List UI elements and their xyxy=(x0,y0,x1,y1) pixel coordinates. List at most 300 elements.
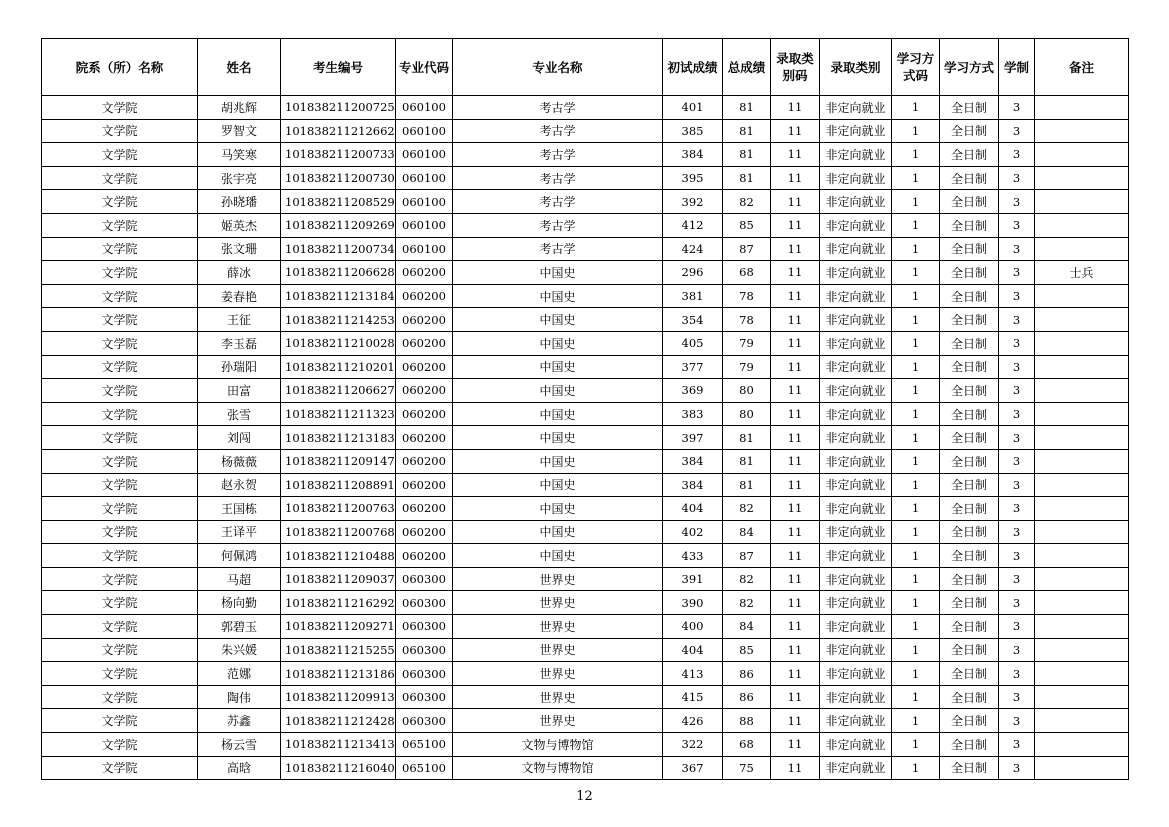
duration-cell: 3 xyxy=(999,119,1035,143)
department-cell: 文学院 xyxy=(42,119,198,143)
major-name-cell: 文物与博物馆 xyxy=(453,756,663,780)
major-code-cell: 060300 xyxy=(396,567,453,591)
name-cell: 杨薇薇 xyxy=(198,449,281,473)
study-mode-cell: 全日制 xyxy=(940,638,999,662)
table-row xyxy=(42,379,1129,403)
admission-type-code-cell: 11 xyxy=(771,449,820,473)
initial-score-cell: 296 xyxy=(663,261,723,285)
total-score-cell: 81 xyxy=(723,143,771,167)
duration-cell: 3 xyxy=(999,709,1035,733)
study-mode-code-cell: 1 xyxy=(892,261,940,285)
major-name-cell: 世界史 xyxy=(453,685,663,709)
study-mode-cell: 全日制 xyxy=(940,709,999,733)
initial-score-cell: 383 xyxy=(663,402,723,426)
duration-cell: 3 xyxy=(999,308,1035,332)
duration-cell: 3 xyxy=(999,96,1035,120)
admission-type-cell: 非定向就业 xyxy=(820,544,892,568)
table-row xyxy=(42,402,1129,426)
admission-type-cell: 非定向就业 xyxy=(820,213,892,237)
study-mode-code-cell: 1 xyxy=(892,331,940,355)
remarks-cell xyxy=(1035,591,1129,615)
table-row xyxy=(42,237,1129,261)
duration-cell: 3 xyxy=(999,615,1035,639)
name-cell: 胡兆辉 xyxy=(198,96,281,120)
candidate-id-cell: 101838211208891 xyxy=(281,473,396,497)
major-name-cell: 中国史 xyxy=(453,449,663,473)
admission-type-code-cell: 11 xyxy=(771,119,820,143)
duration-cell: 3 xyxy=(999,190,1035,214)
table-body xyxy=(42,96,1129,780)
major-name-cell: 考古学 xyxy=(453,166,663,190)
department-cell: 文学院 xyxy=(42,567,198,591)
major-code-cell: 060300 xyxy=(396,638,453,662)
name-cell: 刘闯 xyxy=(198,426,281,450)
initial-score-cell: 395 xyxy=(663,166,723,190)
study-mode-cell: 全日制 xyxy=(940,473,999,497)
major-code-cell: 060200 xyxy=(396,544,453,568)
duration-cell: 3 xyxy=(999,355,1035,379)
duration-cell: 3 xyxy=(999,331,1035,355)
study-mode-code-cell: 1 xyxy=(892,143,940,167)
candidate-id-cell: 101838211200734 xyxy=(281,237,396,261)
admission-type-code-cell: 11 xyxy=(771,379,820,403)
major-name-cell: 世界史 xyxy=(453,591,663,615)
admission-type-code-cell: 11 xyxy=(771,591,820,615)
major-code-cell: 060200 xyxy=(396,308,453,332)
candidate-id-cell: 101838211213186 xyxy=(281,662,396,686)
study-mode-cell: 全日制 xyxy=(940,96,999,120)
study-mode-code-cell: 1 xyxy=(892,520,940,544)
admission-type-cell: 非定向就业 xyxy=(820,473,892,497)
admission-type-code-cell: 11 xyxy=(771,143,820,167)
major-name-cell: 考古学 xyxy=(453,143,663,167)
name-cell: 何佩鸿 xyxy=(198,544,281,568)
admission-type-code-cell: 11 xyxy=(771,237,820,261)
duration-cell: 3 xyxy=(999,567,1035,591)
name-cell: 杨向勤 xyxy=(198,591,281,615)
admission-type-cell: 非定向就业 xyxy=(820,284,892,308)
admission-type-cell: 非定向就业 xyxy=(820,96,892,120)
table-row xyxy=(42,544,1129,568)
total-score-cell: 68 xyxy=(723,733,771,757)
admission-type-code-cell: 11 xyxy=(771,473,820,497)
total-score-cell: 80 xyxy=(723,402,771,426)
admission-type-cell: 非定向就业 xyxy=(820,733,892,757)
major-name-cell: 中国史 xyxy=(453,308,663,332)
candidate-id-cell: 101838211210488 xyxy=(281,544,396,568)
study-mode-code-cell: 1 xyxy=(892,662,940,686)
study-mode-code-cell: 1 xyxy=(892,497,940,521)
major-name-cell: 考古学 xyxy=(453,96,663,120)
remarks-cell xyxy=(1035,331,1129,355)
candidate-id-cell: 101838211200725 xyxy=(281,96,396,120)
major-code-cell: 060200 xyxy=(396,426,453,450)
table-row xyxy=(42,449,1129,473)
admission-type-cell: 非定向就业 xyxy=(820,166,892,190)
major-name-cell: 考古学 xyxy=(453,213,663,237)
admission-type-code-cell: 11 xyxy=(771,355,820,379)
name-cell: 苏鑫 xyxy=(198,709,281,733)
duration-cell: 3 xyxy=(999,284,1035,308)
initial-score-cell: 384 xyxy=(663,449,723,473)
duration-cell: 3 xyxy=(999,426,1035,450)
admission-type-cell: 非定向就业 xyxy=(820,709,892,733)
initial-score-cell: 384 xyxy=(663,473,723,497)
study-mode-cell: 全日制 xyxy=(940,143,999,167)
candidate-id-cell: 101838211213184 xyxy=(281,284,396,308)
remarks-cell xyxy=(1035,567,1129,591)
study-mode-cell: 全日制 xyxy=(940,119,999,143)
study-mode-code-cell: 1 xyxy=(892,119,940,143)
department-cell: 文学院 xyxy=(42,449,198,473)
admission-type-code-cell: 11 xyxy=(771,756,820,780)
name-cell: 姬英杰 xyxy=(198,213,281,237)
total-score-cell: 68 xyxy=(723,261,771,285)
table-header xyxy=(42,39,1129,96)
table-row xyxy=(42,308,1129,332)
major-code-cell: 065100 xyxy=(396,756,453,780)
initial-score-cell: 400 xyxy=(663,615,723,639)
department-cell: 文学院 xyxy=(42,308,198,332)
name-cell: 姜春艳 xyxy=(198,284,281,308)
duration-cell: 3 xyxy=(999,237,1035,261)
major-name-cell: 考古学 xyxy=(453,237,663,261)
department-cell: 文学院 xyxy=(42,166,198,190)
study-mode-code-cell: 1 xyxy=(892,96,940,120)
department-cell: 文学院 xyxy=(42,355,198,379)
name-cell: 罗智文 xyxy=(198,119,281,143)
remarks-cell xyxy=(1035,662,1129,686)
total-score-cell: 87 xyxy=(723,237,771,261)
study-mode-code-cell: 1 xyxy=(892,756,940,780)
total-score-cell: 86 xyxy=(723,685,771,709)
header-admission-type: 录取类别 xyxy=(820,39,892,96)
initial-score-cell: 367 xyxy=(663,756,723,780)
initial-score-cell: 404 xyxy=(663,497,723,521)
major-code-cell: 060300 xyxy=(396,685,453,709)
duration-cell: 3 xyxy=(999,733,1035,757)
remarks-cell xyxy=(1035,143,1129,167)
study-mode-cell: 全日制 xyxy=(940,544,999,568)
admission-type-cell: 非定向就业 xyxy=(820,662,892,686)
study-mode-cell: 全日制 xyxy=(940,520,999,544)
total-score-cell: 88 xyxy=(723,709,771,733)
study-mode-code-cell: 1 xyxy=(892,166,940,190)
major-code-cell: 060200 xyxy=(396,379,453,403)
name-cell: 王国栋 xyxy=(198,497,281,521)
total-score-cell: 87 xyxy=(723,544,771,568)
study-mode-cell: 全日制 xyxy=(940,733,999,757)
remarks-cell xyxy=(1035,544,1129,568)
initial-score-cell: 391 xyxy=(663,567,723,591)
name-cell: 孙晓璠 xyxy=(198,190,281,214)
duration-cell: 3 xyxy=(999,756,1035,780)
admission-type-cell: 非定向就业 xyxy=(820,685,892,709)
major-name-cell: 世界史 xyxy=(453,638,663,662)
initial-score-cell: 412 xyxy=(663,213,723,237)
admission-type-code-cell: 11 xyxy=(771,662,820,686)
initial-score-cell: 404 xyxy=(663,638,723,662)
table-row xyxy=(42,685,1129,709)
admission-type-cell: 非定向就业 xyxy=(820,615,892,639)
name-cell: 马笑寒 xyxy=(198,143,281,167)
candidate-id-cell: 101838211209037 xyxy=(281,567,396,591)
candidate-id-cell: 101838211206628 xyxy=(281,261,396,285)
major-name-cell: 文物与博物馆 xyxy=(453,733,663,757)
duration-cell: 3 xyxy=(999,520,1035,544)
major-name-cell: 考古学 xyxy=(453,119,663,143)
major-code-cell: 060200 xyxy=(396,497,453,521)
total-score-cell: 80 xyxy=(723,379,771,403)
initial-score-cell: 413 xyxy=(663,662,723,686)
total-score-cell: 82 xyxy=(723,497,771,521)
admission-type-cell: 非定向就业 xyxy=(820,143,892,167)
study-mode-code-cell: 1 xyxy=(892,709,940,733)
major-name-cell: 世界史 xyxy=(453,615,663,639)
admission-type-cell: 非定向就业 xyxy=(820,449,892,473)
candidate-id-cell: 101838211212662 xyxy=(281,119,396,143)
total-score-cell: 81 xyxy=(723,473,771,497)
name-cell: 孙瑞阳 xyxy=(198,355,281,379)
admission-type-code-cell: 11 xyxy=(771,567,820,591)
study-mode-code-cell: 1 xyxy=(892,591,940,615)
study-mode-code-cell: 1 xyxy=(892,284,940,308)
major-name-cell: 考古学 xyxy=(453,190,663,214)
remarks-cell xyxy=(1035,638,1129,662)
department-cell: 文学院 xyxy=(42,709,198,733)
admission-type-code-cell: 11 xyxy=(771,190,820,214)
study-mode-cell: 全日制 xyxy=(940,166,999,190)
duration-cell: 3 xyxy=(999,473,1035,497)
table-row xyxy=(42,355,1129,379)
candidate-id-cell: 101838211208529 xyxy=(281,190,396,214)
duration-cell: 3 xyxy=(999,261,1035,285)
candidate-id-cell: 101838211215255 xyxy=(281,638,396,662)
header-major-code: 专业代码 xyxy=(396,39,453,96)
total-score-cell: 81 xyxy=(723,119,771,143)
name-cell: 郭碧玉 xyxy=(198,615,281,639)
header-row xyxy=(42,39,1129,96)
initial-score-cell: 385 xyxy=(663,119,723,143)
total-score-cell: 79 xyxy=(723,331,771,355)
table-row xyxy=(42,733,1129,757)
total-score-cell: 82 xyxy=(723,591,771,615)
table-row xyxy=(42,166,1129,190)
duration-cell: 3 xyxy=(999,591,1035,615)
study-mode-code-cell: 1 xyxy=(892,237,940,261)
major-name-cell: 中国史 xyxy=(453,520,663,544)
total-score-cell: 81 xyxy=(723,96,771,120)
duration-cell: 3 xyxy=(999,662,1035,686)
header-department: 院系（所）名称 xyxy=(42,39,198,96)
study-mode-cell: 全日制 xyxy=(940,190,999,214)
table-row xyxy=(42,213,1129,237)
admission-type-code-cell: 11 xyxy=(771,685,820,709)
duration-cell: 3 xyxy=(999,213,1035,237)
major-name-cell: 中国史 xyxy=(453,331,663,355)
remarks-cell xyxy=(1035,756,1129,780)
major-name-cell: 中国史 xyxy=(453,379,663,403)
remarks-cell xyxy=(1035,119,1129,143)
duration-cell: 3 xyxy=(999,544,1035,568)
initial-score-cell: 392 xyxy=(663,190,723,214)
initial-score-cell: 381 xyxy=(663,284,723,308)
major-code-cell: 060300 xyxy=(396,709,453,733)
remarks-cell xyxy=(1035,402,1129,426)
major-name-cell: 中国史 xyxy=(453,355,663,379)
duration-cell: 3 xyxy=(999,166,1035,190)
candidate-id-cell: 101838211200733 xyxy=(281,143,396,167)
name-cell: 陶伟 xyxy=(198,685,281,709)
department-cell: 文学院 xyxy=(42,426,198,450)
remarks-cell xyxy=(1035,685,1129,709)
major-code-cell: 060300 xyxy=(396,615,453,639)
header-initial-score: 初试成绩 xyxy=(663,39,723,96)
study-mode-code-cell: 1 xyxy=(892,567,940,591)
table-row xyxy=(42,497,1129,521)
admission-type-cell: 非定向就业 xyxy=(820,756,892,780)
candidate-id-cell: 101838211210201 xyxy=(281,355,396,379)
table-row xyxy=(42,96,1129,120)
major-code-cell: 065100 xyxy=(396,733,453,757)
remarks-cell xyxy=(1035,237,1129,261)
initial-score-cell: 405 xyxy=(663,331,723,355)
major-name-cell: 中国史 xyxy=(453,473,663,497)
study-mode-cell: 全日制 xyxy=(940,449,999,473)
header-admission-type-code: 录取类别码 xyxy=(771,39,820,96)
admission-type-code-cell: 11 xyxy=(771,638,820,662)
admission-type-code-cell: 11 xyxy=(771,615,820,639)
study-mode-code-cell: 1 xyxy=(892,426,940,450)
admission-type-code-cell: 11 xyxy=(771,284,820,308)
admission-type-cell: 非定向就业 xyxy=(820,638,892,662)
duration-cell: 3 xyxy=(999,379,1035,403)
candidate-id-cell: 101838211212428 xyxy=(281,709,396,733)
remarks-cell xyxy=(1035,449,1129,473)
department-cell: 文学院 xyxy=(42,615,198,639)
major-code-cell: 060100 xyxy=(396,190,453,214)
name-cell: 范娜 xyxy=(198,662,281,686)
table-row xyxy=(42,615,1129,639)
page-number: 12 xyxy=(576,789,593,804)
department-cell: 文学院 xyxy=(42,544,198,568)
name-cell: 张宇亮 xyxy=(198,166,281,190)
total-score-cell: 85 xyxy=(723,638,771,662)
study-mode-cell: 全日制 xyxy=(940,213,999,237)
remarks-cell xyxy=(1035,520,1129,544)
remarks-cell xyxy=(1035,96,1129,120)
table-row xyxy=(42,520,1129,544)
table-row xyxy=(42,638,1129,662)
department-cell: 文学院 xyxy=(42,96,198,120)
study-mode-cell: 全日制 xyxy=(940,615,999,639)
major-name-cell: 世界史 xyxy=(453,709,663,733)
initial-score-cell: 369 xyxy=(663,379,723,403)
study-mode-cell: 全日制 xyxy=(940,284,999,308)
name-cell: 张雪 xyxy=(198,402,281,426)
name-cell: 朱兴媛 xyxy=(198,638,281,662)
table-row xyxy=(42,756,1129,780)
initial-score-cell: 322 xyxy=(663,733,723,757)
major-code-cell: 060300 xyxy=(396,591,453,615)
duration-cell: 3 xyxy=(999,685,1035,709)
department-cell: 文学院 xyxy=(42,402,198,426)
study-mode-cell: 全日制 xyxy=(940,237,999,261)
admission-type-cell: 非定向就业 xyxy=(820,331,892,355)
admission-type-cell: 非定向就业 xyxy=(820,237,892,261)
study-mode-cell: 全日制 xyxy=(940,331,999,355)
initial-score-cell: 426 xyxy=(663,709,723,733)
header-name: 姓名 xyxy=(198,39,281,96)
department-cell: 文学院 xyxy=(42,190,198,214)
candidate-id-cell: 101838211213183 xyxy=(281,426,396,450)
remarks-cell xyxy=(1035,615,1129,639)
admission-type-cell: 非定向就业 xyxy=(820,355,892,379)
department-cell: 文学院 xyxy=(42,331,198,355)
remarks-cell xyxy=(1035,379,1129,403)
name-cell: 王译平 xyxy=(198,520,281,544)
remarks-cell xyxy=(1035,213,1129,237)
major-code-cell: 060100 xyxy=(396,119,453,143)
study-mode-code-cell: 1 xyxy=(892,685,940,709)
admission-type-code-cell: 11 xyxy=(771,733,820,757)
study-mode-cell: 全日制 xyxy=(940,591,999,615)
admission-type-code-cell: 11 xyxy=(771,331,820,355)
header-study-mode-code: 学习方式码 xyxy=(892,39,940,96)
study-mode-code-cell: 1 xyxy=(892,733,940,757)
header-study-mode: 学习方式 xyxy=(940,39,999,96)
study-mode-code-cell: 1 xyxy=(892,615,940,639)
initial-score-cell: 415 xyxy=(663,685,723,709)
major-name-cell: 中国史 xyxy=(453,261,663,285)
duration-cell: 3 xyxy=(999,449,1035,473)
remarks-cell xyxy=(1035,733,1129,757)
major-code-cell: 060200 xyxy=(396,355,453,379)
study-mode-code-cell: 1 xyxy=(892,449,940,473)
candidate-id-cell: 101838211209269 xyxy=(281,213,396,237)
header-duration: 学制 xyxy=(999,39,1035,96)
admission-type-code-cell: 11 xyxy=(771,520,820,544)
initial-score-cell: 390 xyxy=(663,591,723,615)
total-score-cell: 84 xyxy=(723,615,771,639)
header-major-name: 专业名称 xyxy=(453,39,663,96)
total-score-cell: 85 xyxy=(723,213,771,237)
major-code-cell: 060200 xyxy=(396,261,453,285)
department-cell: 文学院 xyxy=(42,520,198,544)
admission-type-cell: 非定向就业 xyxy=(820,308,892,332)
major-name-cell: 中国史 xyxy=(453,497,663,521)
table-row xyxy=(42,591,1129,615)
candidate-id-cell: 101838211214253 xyxy=(281,308,396,332)
study-mode-cell: 全日制 xyxy=(940,662,999,686)
department-cell: 文学院 xyxy=(42,685,198,709)
remarks-cell xyxy=(1035,497,1129,521)
total-score-cell: 75 xyxy=(723,756,771,780)
total-score-cell: 81 xyxy=(723,449,771,473)
candidate-id-cell: 101838211211323 xyxy=(281,402,396,426)
table-row xyxy=(42,662,1129,686)
total-score-cell: 78 xyxy=(723,308,771,332)
study-mode-code-cell: 1 xyxy=(892,355,940,379)
admission-type-code-cell: 11 xyxy=(771,166,820,190)
department-cell: 文学院 xyxy=(42,261,198,285)
department-cell: 文学院 xyxy=(42,237,198,261)
major-code-cell: 060200 xyxy=(396,520,453,544)
table-row xyxy=(42,426,1129,450)
name-cell: 李玉磊 xyxy=(198,331,281,355)
study-mode-code-cell: 1 xyxy=(892,213,940,237)
table-row xyxy=(42,284,1129,308)
